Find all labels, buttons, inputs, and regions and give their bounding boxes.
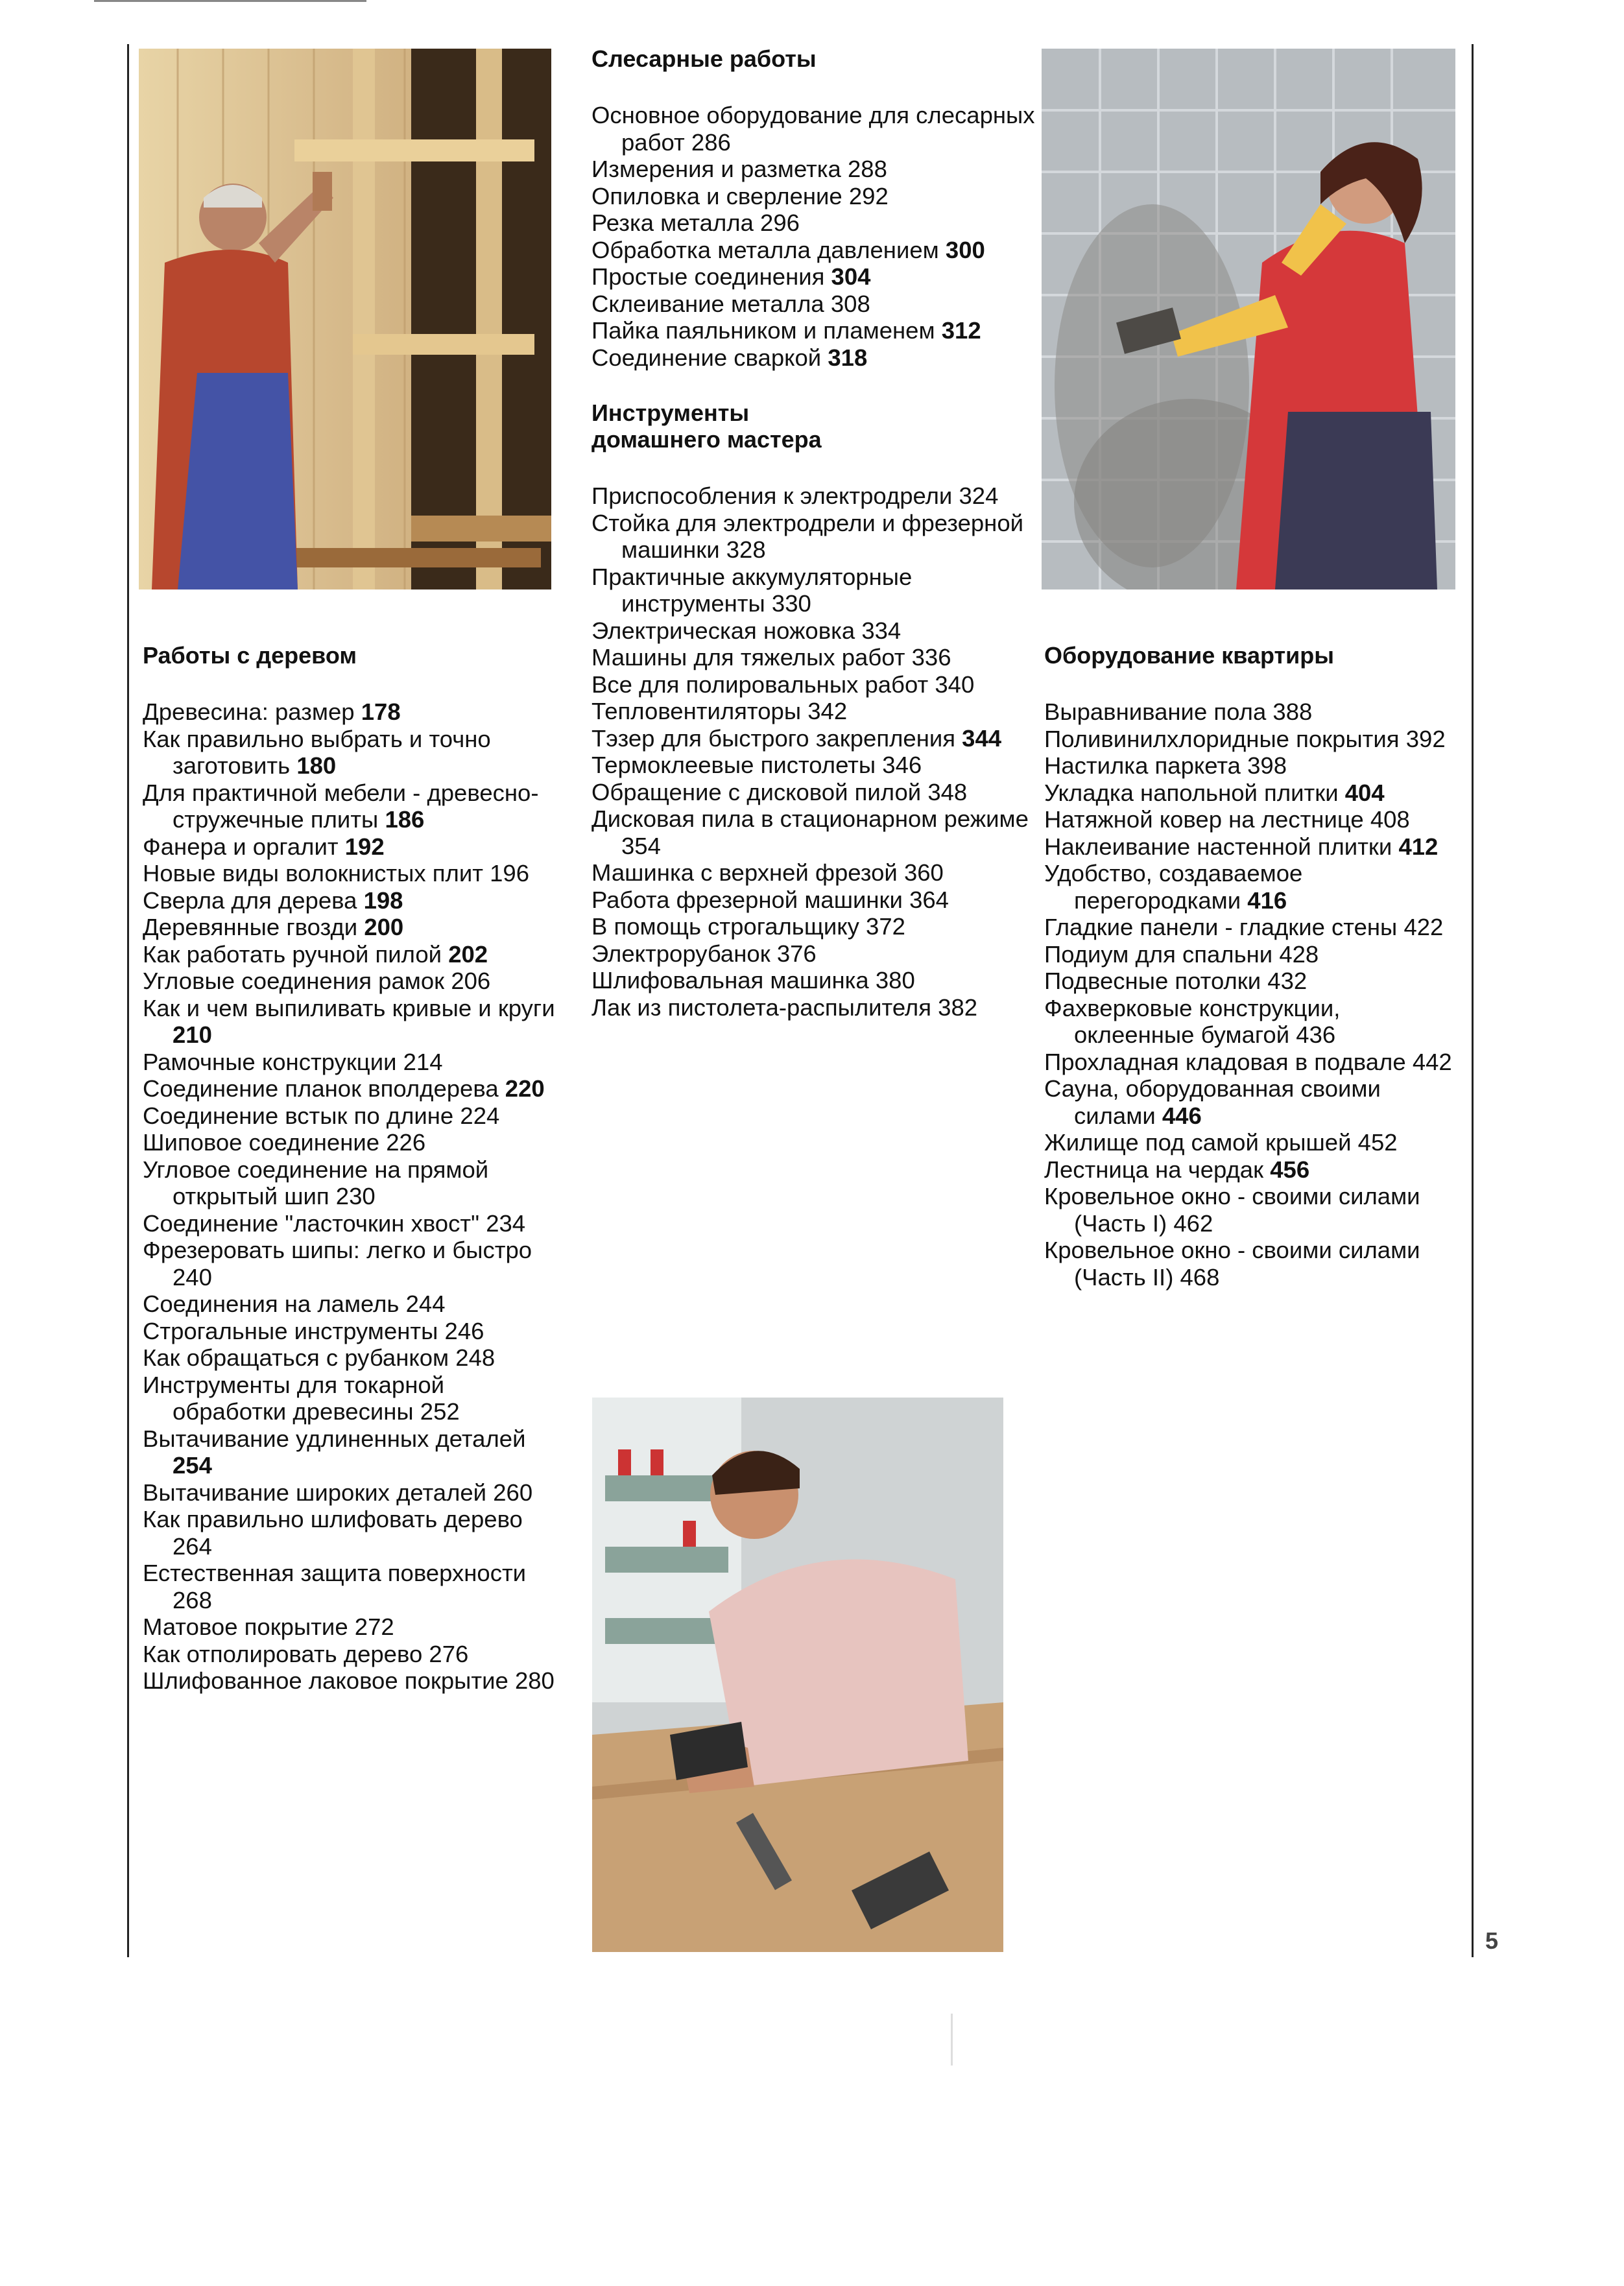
toc-entry-title: Подиум для спальни bbox=[1044, 940, 1273, 968]
toc-entry-title: Лак из пистолета-распылителя bbox=[591, 994, 931, 1021]
toc-entry-page: 360 bbox=[903, 859, 944, 886]
toc-entry-page: 226 bbox=[386, 1129, 426, 1156]
toc-entry bbox=[591, 482, 1045, 510]
toc-entry bbox=[591, 698, 1045, 725]
toc-entry bbox=[591, 779, 1045, 806]
toc-entry bbox=[1044, 1129, 1466, 1156]
toc-entry bbox=[591, 102, 1045, 156]
toc-entry bbox=[143, 1237, 558, 1291]
toc-entry-page: 210 bbox=[173, 1021, 212, 1048]
toc-entry-page: 264 bbox=[173, 1532, 212, 1560]
toc-entry-title: Резка металла bbox=[591, 209, 754, 236]
toc-entry-title: Как обращаться с рубанком bbox=[143, 1344, 449, 1371]
toc-entry-title: Шлифовальная машинка bbox=[591, 967, 869, 994]
toc-entry bbox=[143, 1210, 558, 1237]
toc-entry-page: 380 bbox=[875, 967, 915, 994]
toc-entry-title: Матовое покрытие bbox=[143, 1613, 348, 1640]
toc-entry-page: 198 bbox=[363, 887, 403, 914]
toc-entry bbox=[1044, 698, 1466, 726]
toc-entry-title: Практичные аккумуляторные инструменты bbox=[591, 563, 913, 617]
toc-entry bbox=[591, 940, 1045, 968]
toc-entry-page: 272 bbox=[354, 1613, 394, 1640]
toc-entry-title: Электрическая ножовка bbox=[591, 617, 855, 644]
toc-entry bbox=[1044, 1156, 1466, 1184]
toc-entry-page: 342 bbox=[807, 698, 848, 724]
column-apartment bbox=[1044, 642, 1466, 1319]
toc-entry-page: 224 bbox=[460, 1102, 500, 1129]
toc-entry-title: Лестница на чердак bbox=[1044, 1156, 1264, 1183]
toc-entry bbox=[1044, 1075, 1466, 1129]
column-metal-tools bbox=[591, 45, 1045, 1049]
toc-entry-page: 318 bbox=[828, 344, 868, 371]
toc-entry bbox=[143, 1102, 558, 1130]
toc-entry-page: 308 bbox=[830, 290, 870, 317]
toc-entry-page: 286 bbox=[691, 128, 731, 156]
toc-entry-page: 436 bbox=[1296, 1021, 1336, 1048]
toc-entry bbox=[591, 510, 1045, 564]
toc-entry bbox=[591, 671, 1045, 698]
toc-entry-page: 346 bbox=[882, 752, 922, 778]
photo-tiling-illustration bbox=[1042, 49, 1455, 589]
toc-entry-page: 300 bbox=[945, 236, 985, 263]
toc-entry bbox=[143, 1291, 558, 1318]
toc-entry bbox=[591, 994, 1045, 1021]
toc-entry-page: 260 bbox=[493, 1479, 533, 1506]
toc-entry bbox=[591, 805, 1045, 859]
toc-entry bbox=[591, 887, 1045, 914]
toc-entry-page: 376 bbox=[776, 940, 817, 967]
toc-entry-page: 312 bbox=[941, 317, 981, 344]
toc-entry-page: 468 bbox=[1180, 1263, 1220, 1291]
toc-entry-page: 340 bbox=[935, 671, 975, 698]
toc-entry-title: Как работать ручной пилой bbox=[143, 940, 442, 968]
toc-entry-title: В помощь строгальщику bbox=[591, 913, 859, 940]
toc-entry bbox=[1044, 1049, 1466, 1076]
toc-entry-title: Работа фрезерной машинки bbox=[591, 886, 903, 913]
toc-entry-title: Сауна, оборудованная своими силами bbox=[1044, 1075, 1381, 1129]
toc-list-wood bbox=[143, 698, 558, 1695]
toc-entry-title: Соединение "ласточкин хвост" bbox=[143, 1209, 480, 1237]
toc-entry-title: Вытачивание удлиненных деталей bbox=[143, 1425, 526, 1452]
toc-entry-title: Электрорубанок bbox=[591, 940, 770, 967]
toc-entry bbox=[143, 995, 558, 1049]
bottom-center-mark bbox=[951, 2014, 953, 2066]
toc-entry bbox=[591, 237, 1045, 264]
toc-entry-page: 202 bbox=[448, 940, 488, 968]
toc-entry bbox=[591, 263, 1045, 291]
toc-entry-page: 456 bbox=[1270, 1156, 1310, 1183]
toc-entry-title: Естественная защита поверхности bbox=[143, 1560, 527, 1586]
toc-entry-page: 178 bbox=[361, 698, 401, 725]
toc-entry-title: Удобство, создаваемое перегородками bbox=[1044, 860, 1303, 914]
toc-entry-page: 416 bbox=[1247, 887, 1287, 914]
toc-entry-page: 206 bbox=[451, 968, 491, 994]
toc-entry bbox=[143, 1479, 558, 1506]
toc-entry-page: 388 bbox=[1272, 698, 1313, 725]
toc-entry-title: Деревянные гвозди bbox=[143, 914, 358, 940]
toc-entry-title: Вытачивание широких деталей bbox=[143, 1479, 487, 1506]
toc-entry-title: Соединения на ламель bbox=[143, 1291, 400, 1317]
right-margin-rule bbox=[1472, 44, 1474, 1957]
section-title-tools-line2: домашнего мастера bbox=[591, 426, 822, 453]
toc-entry-page: 246 bbox=[444, 1317, 484, 1344]
toc-list-apartment bbox=[1044, 698, 1466, 1291]
toc-entry bbox=[591, 913, 1045, 940]
toc-entry bbox=[591, 617, 1045, 645]
toc-entry-title: Пайка паяльником и пламенем bbox=[591, 317, 935, 344]
toc-entry-page: 442 bbox=[1412, 1048, 1452, 1075]
toc-entry-title: Склеивание металла bbox=[591, 290, 824, 317]
toc-entry-title: Поливинилхлоридные покрытия bbox=[1044, 725, 1400, 752]
toc-entry-title: Угловые соединения рамок bbox=[143, 968, 445, 994]
photo-carpentry-illustration bbox=[139, 49, 551, 589]
toc-entry-title: Новые виды волокнистых плит bbox=[143, 860, 483, 887]
toc-entry-page: 354 bbox=[621, 832, 661, 859]
toc-entry-page: 422 bbox=[1403, 914, 1444, 940]
toc-entry bbox=[143, 833, 558, 861]
toc-entry-page: 196 bbox=[490, 860, 529, 887]
toc-entry bbox=[143, 941, 558, 968]
toc-entry-title: Соединение планок вполдерева bbox=[143, 1075, 499, 1102]
toc-entry bbox=[591, 291, 1045, 318]
toc-entry bbox=[143, 1641, 558, 1668]
section-title-wood: Работы с деревом bbox=[143, 642, 357, 669]
toc-entry-title: Соединение встык по длине bbox=[143, 1102, 454, 1129]
toc-entry-title: Основное оборудование для слесарных работ bbox=[591, 102, 1035, 156]
toc-entry bbox=[1044, 860, 1466, 914]
toc-entry-title: Шиповое соединение bbox=[143, 1129, 380, 1156]
toc-entry bbox=[591, 644, 1045, 671]
toc-entry-title: Фанера и оргалит bbox=[143, 833, 339, 860]
toc-entry-title: Рамочные конструкции bbox=[143, 1048, 397, 1075]
toc-entry-title: Фахверковые конструкции, оклеенные бумагой bbox=[1044, 994, 1341, 1048]
toc-entry bbox=[591, 859, 1045, 887]
toc-entry-title: Приспособления к электродрели bbox=[591, 482, 953, 509]
toc-entry-title: Жилище под самой крышей bbox=[1044, 1129, 1352, 1156]
toc-entry bbox=[591, 344, 1045, 372]
toc-entry-page: 404 bbox=[1344, 779, 1385, 806]
toc-entry-page: 452 bbox=[1357, 1129, 1398, 1156]
toc-entry-title: Кровельное окно - своими силами (Часть II) bbox=[1044, 1237, 1420, 1291]
toc-entry bbox=[143, 968, 558, 995]
toc-entry bbox=[1044, 968, 1466, 995]
toc-entry-page: 328 bbox=[726, 536, 766, 563]
toc-entry-page: 462 bbox=[1173, 1209, 1213, 1237]
toc-entry-page: 336 bbox=[911, 644, 951, 671]
section-title-tools bbox=[591, 399, 1045, 453]
toc-entry-page: 254 bbox=[173, 1452, 212, 1479]
page-number: 5 bbox=[1485, 1927, 1499, 1954]
toc-entry-page: 244 bbox=[405, 1291, 446, 1317]
toc-entry-page: 214 bbox=[403, 1048, 443, 1075]
toc-entry-title: Как и чем выпиливать кривые и круги bbox=[143, 994, 555, 1021]
section-tools bbox=[591, 399, 1045, 1021]
toc-entry-page: 408 bbox=[1370, 806, 1410, 833]
toc-entry-title: Шлифованное лаковое покрытие bbox=[143, 1667, 508, 1694]
toc-entry bbox=[143, 1667, 558, 1695]
toc-entry-page: 186 bbox=[385, 806, 425, 833]
toc-list-tools bbox=[591, 482, 1045, 1021]
toc-entry-title: Машинка с верхней фрезой bbox=[591, 859, 898, 886]
toc-entry-title: Гладкие панели - гладкие стены bbox=[1044, 914, 1398, 940]
toc-entry-page: 180 bbox=[296, 752, 337, 779]
toc-entry-title: Настилка паркета bbox=[1044, 752, 1241, 779]
toc-entry bbox=[143, 860, 558, 887]
toc-entry-page: 432 bbox=[1267, 968, 1308, 994]
toc-entry bbox=[143, 1560, 558, 1613]
toc-entry-title: Для практичной мебели - древесно-стружечные плиты bbox=[143, 779, 539, 833]
toc-entry-page: 240 bbox=[173, 1263, 212, 1291]
toc-entry-title: Подвесные потолки bbox=[1044, 968, 1261, 994]
toc-entry-page: 428 bbox=[1279, 940, 1319, 968]
toc-entry bbox=[143, 914, 558, 941]
toc-entry-title: Все для полировальных работ bbox=[591, 671, 929, 698]
toc-entry-page: 292 bbox=[848, 182, 889, 209]
toc-entry-title: Наклеивание настенной плитки bbox=[1044, 833, 1392, 860]
toc-entry-page: 280 bbox=[514, 1667, 555, 1694]
toc-entry-page: 268 bbox=[173, 1586, 212, 1613]
toc-entry-title: Кровельное окно - своими силами (Часть I) bbox=[1044, 1183, 1420, 1237]
toc-entry bbox=[1044, 833, 1466, 861]
toc-entry-page: 398 bbox=[1247, 752, 1287, 779]
toc-entry bbox=[591, 752, 1045, 779]
section-apartment bbox=[1044, 642, 1466, 1291]
toc-entry bbox=[143, 887, 558, 914]
toc-entry-page: 330 bbox=[771, 590, 811, 617]
toc-entry-title: Строгальные инструменты bbox=[143, 1317, 438, 1344]
toc-entry bbox=[1044, 752, 1466, 780]
toc-entry-page: 248 bbox=[455, 1344, 496, 1371]
toc-entry bbox=[591, 725, 1045, 752]
toc-entry bbox=[1044, 1183, 1466, 1237]
toc-entry-title: Выравнивание пола bbox=[1044, 698, 1267, 725]
toc-entry-page: 192 bbox=[344, 833, 385, 860]
toc-entry-title: Угловое соединение на прямой открытый шип bbox=[143, 1156, 489, 1209]
toc-entry-page: 412 bbox=[1398, 833, 1439, 860]
toc-entry bbox=[1044, 726, 1466, 753]
toc-entry bbox=[143, 1613, 558, 1641]
toc-entry-title: Древесина: размер bbox=[143, 698, 355, 725]
toc-entry-page: 234 bbox=[486, 1209, 526, 1237]
photo-jigsaw-illustration bbox=[592, 1398, 1003, 1952]
toc-entry bbox=[143, 780, 558, 833]
toc-entry-page: 276 bbox=[429, 1640, 469, 1667]
toc-entry bbox=[591, 156, 1045, 183]
toc-entry bbox=[1044, 780, 1466, 807]
toc-entry-page: 200 bbox=[364, 914, 404, 940]
toc-entry bbox=[143, 1506, 558, 1560]
photo-tiling bbox=[1042, 49, 1455, 589]
photo-carpentry bbox=[139, 49, 551, 589]
toc-entry-title: Как отполировать дерево bbox=[143, 1640, 423, 1667]
toc-entry bbox=[143, 1156, 558, 1210]
toc-entry bbox=[143, 1075, 558, 1102]
toc-entry bbox=[591, 317, 1045, 344]
toc-entry-page: 252 bbox=[420, 1398, 460, 1425]
toc-entry bbox=[1044, 1237, 1466, 1291]
section-title-metal: Слесарные работы bbox=[591, 45, 817, 72]
toc-entry bbox=[591, 209, 1045, 237]
toc-entry-page: 348 bbox=[927, 778, 968, 805]
toc-entry bbox=[143, 1344, 558, 1372]
toc-entry-title: Как правильно шлифовать дерево bbox=[143, 1506, 523, 1532]
toc-entry-title: Опиловка и сверление bbox=[591, 182, 842, 209]
toc-entry-title: Дисковая пила в стационарном режиме bbox=[591, 805, 1029, 832]
toc-entry-title: Измерения и разметка bbox=[591, 156, 841, 182]
toc-entry bbox=[1044, 941, 1466, 968]
toc-entry bbox=[143, 1425, 558, 1479]
toc-entry-title: Прохладная кладовая в подвале bbox=[1044, 1048, 1406, 1075]
toc-entry bbox=[591, 564, 1045, 617]
toc-entry-title: Натяжной ковер на лестнице bbox=[1044, 806, 1364, 833]
toc-entry-title: Укладка напольной плитки bbox=[1044, 779, 1339, 806]
toc-entry-title: Как правильно выбрать и точно заготовить bbox=[143, 725, 491, 779]
top-rule bbox=[94, 0, 366, 2]
section-wood bbox=[143, 642, 558, 1695]
toc-entry-page: 344 bbox=[962, 724, 1002, 752]
toc-entry-page: 382 bbox=[938, 994, 978, 1021]
section-title-tools-line1: Инструменты bbox=[591, 399, 750, 426]
toc-entry-page: 446 bbox=[1162, 1102, 1202, 1129]
section-title-apartment: Оборудование квартиры bbox=[1044, 642, 1334, 669]
toc-entry-title: Соединение сваркой bbox=[591, 344, 822, 371]
toc-entry-title: Стойка для электродрели и фрезерной машинки bbox=[591, 509, 1024, 563]
toc-entry-page: 230 bbox=[335, 1183, 376, 1209]
toc-entry-title: Термоклеевые пистолеты bbox=[591, 752, 876, 778]
toc-entry-title: Инструменты для токарной обработки древесины bbox=[143, 1371, 445, 1425]
toc-entry-page: 334 bbox=[861, 617, 902, 644]
photo-jigsaw bbox=[592, 1398, 1003, 1952]
toc-entry bbox=[143, 1129, 558, 1156]
toc-entry-title: Обращение с дисковой пилой bbox=[591, 778, 922, 805]
section-metal bbox=[591, 45, 1045, 371]
toc-entry bbox=[143, 1318, 558, 1345]
toc-entry-title: Обработка металла давлением bbox=[591, 236, 939, 263]
toc-entry bbox=[143, 1372, 558, 1425]
toc-entry-title: Простые соединения bbox=[591, 263, 825, 290]
toc-entry-title: Сверла для дерева bbox=[143, 887, 357, 914]
toc-entry-page: 304 bbox=[831, 263, 871, 290]
toc-entry bbox=[1044, 806, 1466, 833]
toc-entry-title: Машины для тяжелых работ bbox=[591, 644, 905, 671]
toc-entry bbox=[1044, 914, 1466, 941]
toc-list-metal bbox=[591, 102, 1045, 371]
toc-entry bbox=[143, 698, 558, 726]
toc-entry-title: Фрезеровать шипы: легко и быстро bbox=[143, 1237, 532, 1263]
toc-entry bbox=[1044, 995, 1466, 1049]
toc-entry-title: Тэзер для быстрого закрепления bbox=[591, 724, 956, 752]
toc-entry-page: 372 bbox=[866, 913, 905, 940]
toc-entry-title: Тепловентиляторы bbox=[591, 698, 802, 724]
toc-entry-page: 324 bbox=[959, 482, 999, 509]
toc-entry-page: 364 bbox=[909, 886, 949, 913]
toc-entry bbox=[591, 183, 1045, 210]
toc-entry bbox=[143, 726, 558, 780]
toc-entry-page: 392 bbox=[1405, 725, 1446, 752]
toc-entry bbox=[143, 1049, 558, 1076]
toc-entry-page: 296 bbox=[760, 209, 800, 236]
column-wood bbox=[143, 642, 558, 1723]
toc-entry bbox=[591, 967, 1045, 994]
toc-entry-page: 220 bbox=[505, 1075, 545, 1102]
toc-entry-page: 288 bbox=[848, 156, 887, 182]
left-margin-rule bbox=[127, 44, 129, 1957]
